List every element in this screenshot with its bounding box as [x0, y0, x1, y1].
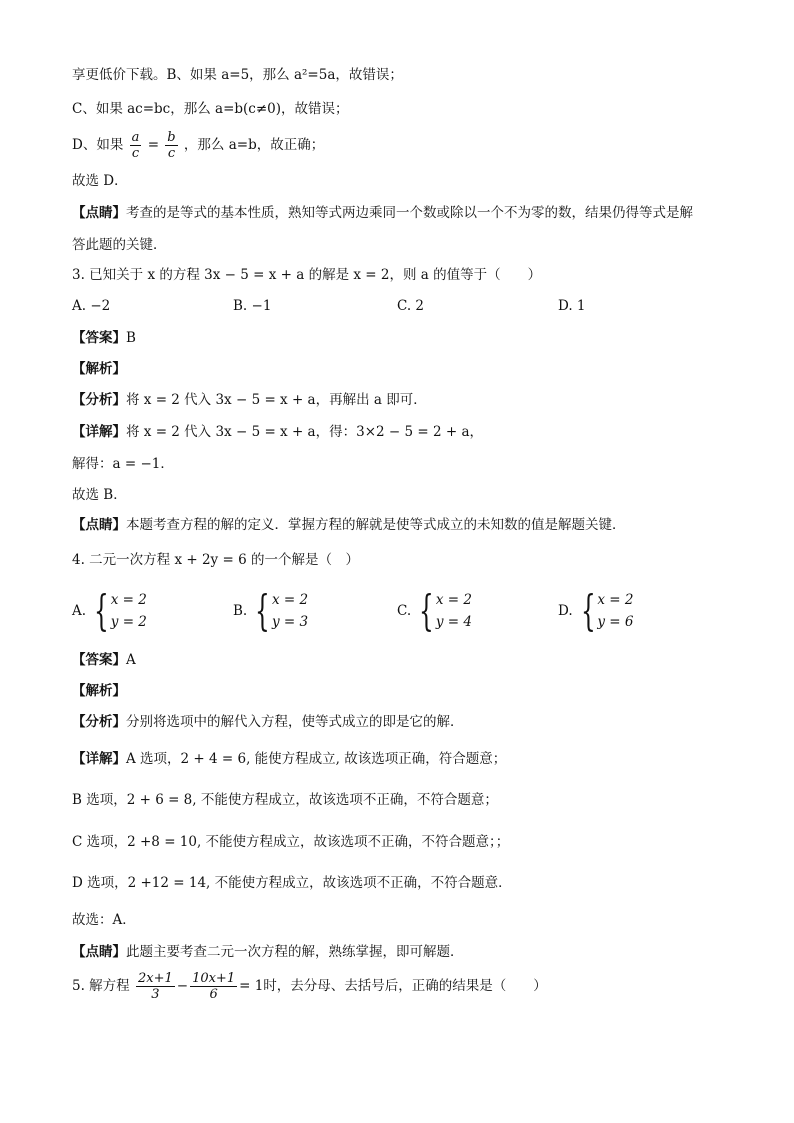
dianjing-tag: 【点睛】	[72, 517, 126, 533]
fraction	[136, 971, 175, 1002]
fraction	[130, 130, 142, 161]
text-line: D 选项，2 +12 = 14, 不能使方程成立，故该选项不正确，不符合题意．	[72, 875, 512, 891]
text-line: C、如果 ac=bc，那么 a=b(c≠0)，故错误；	[72, 101, 349, 117]
dianjing-line	[72, 516, 626, 534]
text-line: 答此题的关键．	[72, 237, 167, 253]
dianjing-tag: 【点睛】	[72, 944, 126, 960]
q4-option-d	[558, 586, 634, 635]
denominator: 3	[151, 987, 160, 1002]
text: 将 x = 2 代入 3x − 5 = x + a，得：3×2 − 5 = 2 + a，	[126, 424, 484, 440]
question-4: 4. 二元一次方程 x + 2y = 6 的一个解是（ ）	[72, 552, 359, 568]
eq-y: y = 6	[597, 614, 634, 630]
dianjing-tag: 【点睛】	[72, 205, 126, 221]
text-line	[72, 204, 693, 222]
analysis-tag: 【解析】	[72, 361, 126, 377]
text-line: 故选 D．	[72, 173, 128, 189]
text: 5. 解方程	[72, 978, 130, 994]
xiangjie-tag: 【详解】	[72, 424, 126, 440]
fenxi-tag: 【分析】	[72, 714, 126, 730]
detail-line	[72, 750, 506, 768]
text-line: 故选：A．	[72, 912, 136, 928]
analysis-tag: 【解析】	[72, 683, 126, 699]
brace-icon: {	[94, 586, 109, 635]
q3-option-d: D. 1	[558, 298, 586, 314]
eq-x: x = 2	[110, 592, 147, 608]
denominator: c	[167, 146, 176, 161]
option-label: D.	[558, 603, 573, 619]
detail-line	[72, 423, 483, 441]
fenxi-tag: 【分析】	[72, 392, 126, 408]
answer-tag: 【答案】	[72, 330, 126, 346]
answer-value: A	[126, 652, 136, 668]
numerator: 2x+1	[137, 971, 173, 986]
q3-option-b: B. −1	[233, 298, 272, 314]
text-line: 解得：a = −1．	[72, 456, 174, 472]
text: 考查的是等式的基本性质，熟知等式两边乘同一个数或除以一个不为零的数，结果仍得等式是解	[126, 205, 693, 221]
analysis-line	[72, 391, 427, 409]
numerator: 10x+1	[192, 971, 236, 986]
numerator: a	[131, 130, 140, 145]
fraction	[190, 971, 237, 1002]
brace-icon: {	[255, 586, 270, 635]
text: = 1时，去分母、去括号后，正确的结果是（ ）	[239, 978, 547, 994]
fraction	[165, 130, 177, 161]
eq-x: x = 2	[271, 592, 309, 608]
eq-y: y = 2	[110, 614, 147, 630]
text: 此题主要考查二元一次方程的解，熟练掌握，即可解题．	[126, 944, 464, 960]
denominator: 6	[209, 987, 218, 1002]
text: ，那么 a=b，故正确；	[183, 137, 325, 153]
question-5	[72, 968, 547, 1004]
eq-x: x = 2	[597, 592, 634, 608]
eq-y: y = 4	[435, 614, 472, 630]
denominator: c	[131, 146, 140, 161]
equals: =	[147, 137, 159, 153]
dianjing-line	[72, 943, 464, 961]
brace-icon: {	[419, 586, 434, 635]
text: 将 x = 2 代入 3x − 5 = x + a，再解出 a 即可．	[126, 392, 427, 408]
option-label: C.	[397, 603, 412, 619]
text: D、如果	[72, 137, 124, 153]
numerator: b	[167, 130, 176, 145]
question-3: 3. 已知关于 x 的方程 3x − 5 = x + a 的解是 x = 2，则 a 的值等于（ ）	[72, 267, 542, 283]
q4-option-c	[397, 586, 472, 635]
answer-line	[72, 329, 136, 347]
eq-x: x = 2	[435, 592, 472, 608]
option-label: A.	[72, 603, 87, 619]
brace-icon: {	[580, 586, 596, 635]
eq-y: y = 3	[271, 614, 309, 630]
text-line: 故选 B．	[72, 487, 127, 503]
q3-option-a: A. −2	[72, 298, 111, 314]
text-line: C 选项，2 +8 = 10, 不能使方程成立，故该选项不正确，不符合题意；；	[72, 834, 510, 850]
option-label: B.	[233, 603, 248, 619]
text-line: 享更低价下载。B、如果 a=5，那么 a²=5a，故错误；	[72, 67, 403, 83]
answer-tag: 【答案】	[72, 652, 126, 668]
text-line	[72, 128, 324, 162]
minus: −	[176, 978, 189, 994]
answer-line	[72, 651, 136, 669]
analysis-line	[72, 713, 464, 731]
answer-value: B	[126, 330, 136, 346]
q4-option-b	[233, 586, 309, 635]
q4-option-a	[72, 586, 147, 635]
text: 本题考查方程的解的定义．掌握方程的解就是使等式成立的未知数的值是解题关键．	[126, 517, 626, 533]
q3-option-c: C. 2	[397, 298, 425, 314]
text: A 选项，2 + 4 = 6, 能使方程成立, 故该选项正确，符合题意；	[126, 751, 507, 767]
xiangjie-tag: 【详解】	[72, 751, 126, 767]
text: 分别将选项中的解代入方程，使等式成立的即是它的解．	[126, 714, 464, 730]
text-line: B 选项，2 + 6 = 8, 不能使方程成立，故该选项不正确，不符合题意；	[72, 792, 498, 808]
